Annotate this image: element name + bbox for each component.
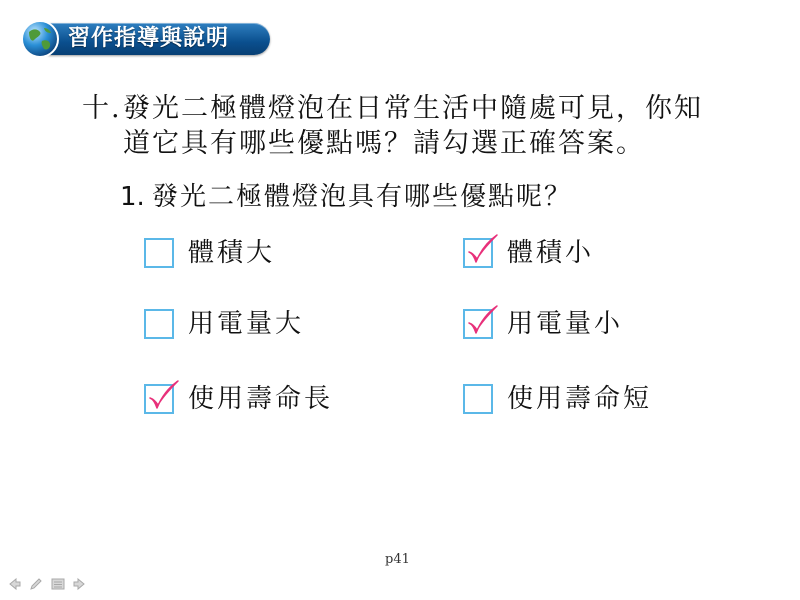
header-banner (20, 20, 270, 58)
option-label: 用電量大 (188, 309, 305, 339)
arrow-left-icon[interactable] (6, 576, 22, 592)
option-label: 使用壽命短 (507, 384, 653, 414)
option-label: 用電量小 (507, 309, 624, 339)
checkbox[interactable] (463, 384, 493, 414)
globe-icon (20, 19, 60, 59)
subquestion-number: 1. (120, 182, 145, 212)
menu-icon[interactable] (50, 576, 66, 592)
option-label: 體積小 (507, 238, 595, 268)
pen-icon[interactable] (28, 576, 44, 592)
subquestion-text: 發光二極體燈泡具有哪些優點呢？ (152, 182, 573, 212)
option-label: 體積大 (188, 238, 276, 268)
checkbox[interactable] (144, 309, 174, 339)
checkmark-icon (465, 232, 499, 268)
header-title: 習作指導與說明 (68, 26, 230, 51)
checkmark-icon (465, 303, 499, 339)
checkmark-icon (146, 378, 180, 414)
question-number: 十. (82, 93, 122, 124)
slide-nav-toolbar (6, 576, 88, 592)
question-text-line2: 道它具有哪些優點嗎？請勾選正確答案。 (123, 128, 645, 159)
option-label: 使用壽命長 (188, 384, 334, 414)
arrow-right-icon[interactable] (72, 576, 88, 592)
checkbox[interactable] (144, 238, 174, 268)
page-number: p41 (385, 552, 410, 567)
question-text-line1: 發光二極體燈泡在日常生活中隨處可見，你知 (123, 93, 703, 124)
